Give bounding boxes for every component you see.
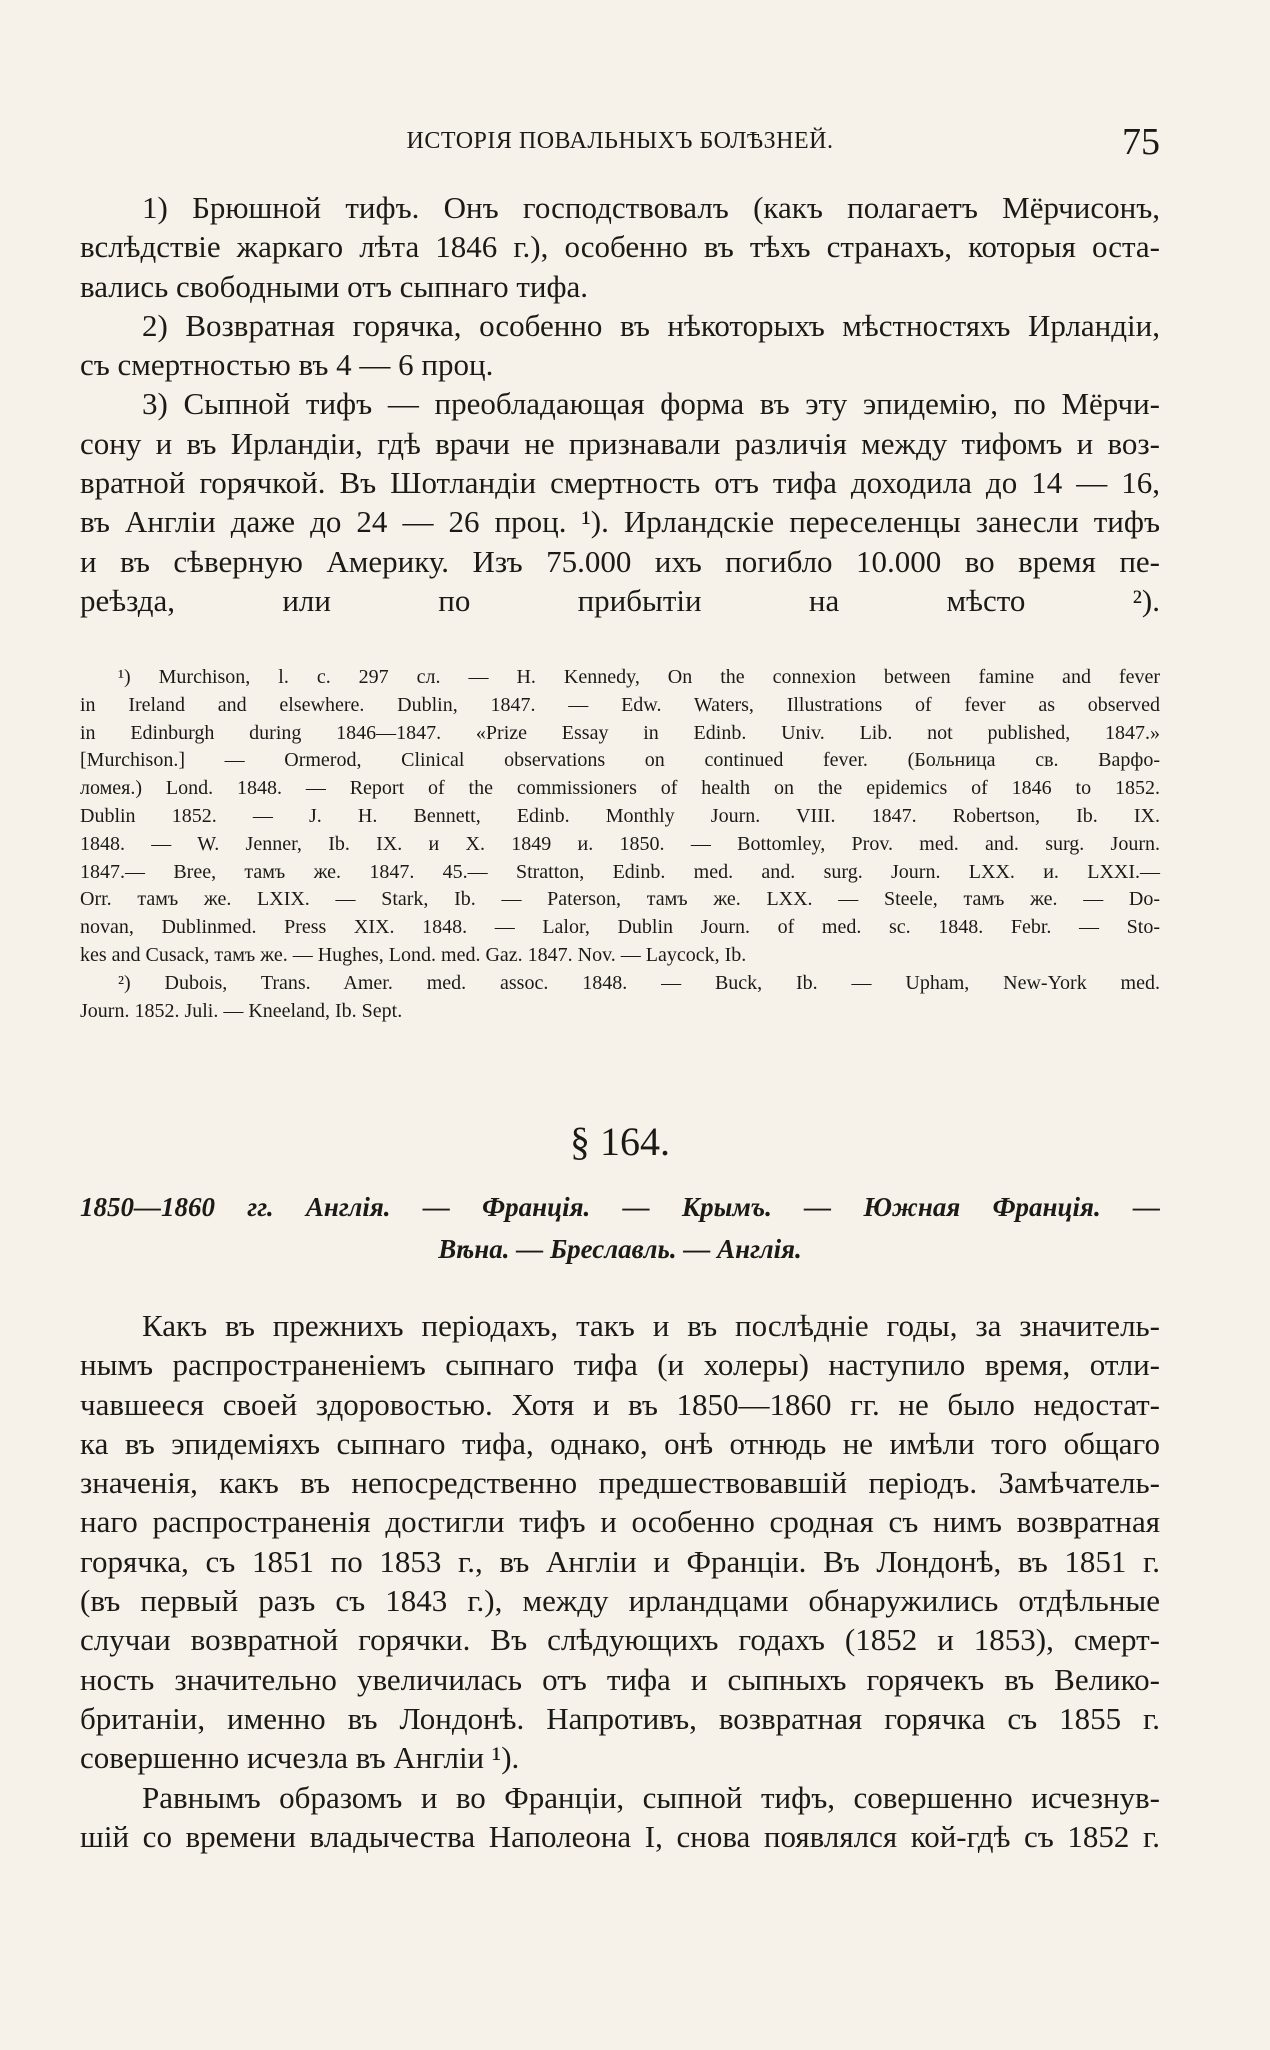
text-line: въ Англіи даже до 24 — 26 проц. ¹). Ирландскіе переселенцы занесли тифъ (80, 504, 1160, 540)
subtitle-line: 1850—1860 гг. Англія. — Франція. — Крымъ. — Южная Франція. — (80, 1192, 1160, 1222)
footnote-line: novan, Dublinmed. Press XIX. 1848. — Lalor, Dublin Journ. of med. sc. 1848. Febr. — Sto- (80, 916, 1160, 939)
text-line: вслѣдствіе жаркаго лѣта 1846 г.), особенно въ тѣхъ странахъ, которыя оста- (80, 229, 1160, 265)
text-line: реѣзда, или по прибытіи на мѣсто ²). (80, 582, 1160, 618)
text-line: Равнымъ образомъ и во Франціи, сыпной тифъ, совершенно исчезнув- (142, 1779, 1160, 1815)
text-line (80, 620, 1160, 659)
text-line: ка въ эпидеміяхъ сыпнаго тифа, однако, онѣ отнюдь не имѣли того общаго (80, 1425, 1160, 1461)
section-heading: § 164. (570, 1119, 670, 1164)
footnote-line: ²) Dubois, Trans. Amer. med. assoc. 1848. — Buck, Ib. — Upham, New-York med. (118, 971, 1160, 994)
section-subtitle (80, 1186, 1160, 1270)
footnote-line: [Murchison.] — Ormerod, Clinical observations on continued fever. (Больница св. Варфо- (80, 749, 1160, 772)
text-line: совершенно исчезла въ Англіи ¹). (80, 1740, 520, 1776)
top-paragraphs (80, 188, 1160, 660)
paragraph-france (80, 1778, 1160, 1857)
text-line: вались свободными отъ сыпнаго тифа. (80, 268, 589, 304)
paragraph-1850-1860 (80, 1306, 1160, 1778)
text-line: случаи возвратной горячки. Въ слѣдующихъ годахъ (1852 и 1853), смерт- (80, 1622, 1160, 1658)
paragraph-typhus (80, 384, 1160, 659)
footnote-line: ¹) Murchison, l. c. 297 сл. — H. Kennedy, On the connexion between famine and fever (118, 666, 1160, 688)
text-line: чавшееся своей здоровостью. Хотя и въ 1850—1860 гг. не было недостат- (80, 1386, 1160, 1422)
text-line: вратной горячкой. Въ Шотландіи смертность отъ тифа доходила до 14 — 16, (80, 465, 1160, 501)
text-line: (въ первый разъ съ 1843 г.), между ирландцами обнаружились отдѣльные (80, 1583, 1160, 1619)
page-header (80, 120, 1160, 163)
paragraph-relapsing-fever (80, 306, 1160, 385)
text-line: наго распространенія достигли тифъ и особенно сродная съ нимъ возвратная (80, 1504, 1160, 1540)
footnote-line: in Ireland and elsewhere. Dublin, 1847. — Edw. Waters, Illustrations of fever as observed (80, 693, 1160, 716)
paragraph-typhoid (80, 188, 1160, 306)
text-line: 2) Возвратная горячка, особенно въ нѣкоторыхъ мѣстностяхъ Ирландіи, (142, 307, 1160, 343)
page-number: 75 (1122, 121, 1160, 163)
footnote-1 (80, 664, 1160, 970)
bottom-paragraphs (80, 1306, 1160, 1856)
text-line: сону и въ Ирландіи, гдѣ врачи не признавали различія между тифомъ и воз- (80, 425, 1160, 461)
footnote-line: Journ. 1852. Juli. — Kneeland, Ib. Sept. (80, 999, 403, 1022)
footnote-line: 1847.— Bree, тамъ же. 1847. 45.— Stratton, Edinb. med. and. surg. Journ. LXX. и. LXXI.— (80, 860, 1160, 883)
text-line: нымъ распространеніемъ сыпнаго тифа (и холеры) наступило время, отли- (80, 1347, 1160, 1383)
footnote-2 (80, 970, 1160, 1026)
running-title: ИСТОРІЯ ПОВАЛЬНЫХЪ БОЛѢЗНЕЙ. (406, 128, 834, 154)
text-line: шій со времени владычества Наполеона I, снова появлялся кой-гдѣ съ 1852 г. (80, 1818, 1160, 1854)
text-line: 1) Брюшной тифъ. Онъ господствовалъ (какъ полагаетъ Мёрчисонъ, (142, 190, 1160, 225)
text-line: британіи, именно въ Лондонѣ. Напротивъ, возвратная горячка съ 1855 г. (80, 1700, 1160, 1736)
text-line: 3) Сыпной тифъ — преобладающая форма въ эту эпидемію, по Мёрчи- (142, 386, 1160, 422)
text-line: Какъ въ прежнихъ періодахъ, такъ и въ послѣдніе годы, за значитель- (142, 1308, 1160, 1343)
text-line: ность значительно увеличилась отъ тифа и сыпныхъ горячекъ въ Велико- (80, 1661, 1160, 1697)
footnote-line: 1848. — W. Jenner, Ib. IX. и X. 1849 и. 1850. — Bottomley, Prov. med. and. surg. Journ. (80, 832, 1160, 855)
footnote-line: Dublin 1852. — J. H. Bennett, Edinb. Monthly Journ. VIII. 1847. Robertson, Ib. IX. (80, 804, 1160, 827)
footnote-line: kes and Cusack, тамъ же. — Hughes, Lond. med. Gaz. 1847. Nov. — Laycock, Ib. (80, 943, 747, 966)
footnote-line: ломея.) Lond. 1848. — Report of the commissioners of health on the epidemics of 1846 to 1852. (80, 777, 1160, 800)
subtitle-line: Вѣна. — Бреславль. — Англія. (438, 1234, 802, 1264)
text-line: съ смертностью въ 4 — 6 проц. (80, 347, 494, 383)
text-line: горячка, съ 1851 по 1853 г., въ Англіи и Франціи. Въ Лондонѣ, въ 1851 г. (80, 1543, 1160, 1579)
footnotes (80, 664, 1160, 1025)
text-line: и въ сѣверную Америку. Изъ 75.000 ихъ погибло 10.000 во время пе- (80, 543, 1160, 579)
text-line: значенія, какъ въ непосредственно предшествовавшій періодъ. Замѣчатель- (80, 1465, 1160, 1501)
footnote-line: Orr. тамъ же. LXIX. — Stark, Ib. — Paterson, тамъ же. LXX. — Steele, тамъ же. — Do- (80, 888, 1160, 911)
footnote-line: in Edinburgh during 1846—1847. «Prize Essay in Edinb. Univ. Lib. not published, 1847.» (80, 721, 1160, 744)
